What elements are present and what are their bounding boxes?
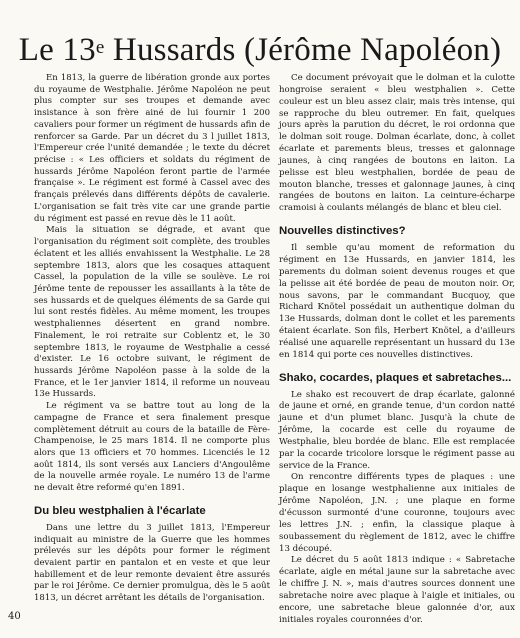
page-title: Le 13e Hussards (Jérôme Napoléon) — [18, 32, 502, 68]
paragraph: Le régiment va se battre tout au long de la campagne de France et sera finalement presque complètement détruit au cours de la bataille de Fère-Champenoise, le 25 mars 1814. Il ne comporte plus alors que 13 officiers et 70 hommes. Licenciés le 12 août 1814, ils sont versés aux Lanciers d'Angoulême de la nouvelle armée royale. Le numéro 13 de l'arme ne devait être reformé qu'en 1891. — [34, 401, 270, 494]
paragraph: Il semble qu'au moment de reformation du régiment en 13e Hussards, en janvier 1814, les parements du dolman soient devenus rouges et que la pelisse ait été bordée de peau de mouton noir. Or, nous savons, par le commandant Bucquoy, que Richard Knötel possédait un authentique dolman du 13e Hussards, dolman dont le collet et les parements étaient écarlate. Son fils, Herbert Knötel, a d'ailleurs réalisé une aquarelle représentant un hussard du 13e en 1814 qui porte ces nouvelles distinctives. — [279, 243, 515, 360]
paragraph: En 1813, la guerre de libération gronde aux portes du royaume de Westphalie. Jérôme Napoléon ne peut plus compter sur ses troupes et demande avec insistance à son frère ainé de lui fournir 1 200 cavaliers pour former un régiment de hussards afin de renforcer sa Garde. Par un décret du 3 l juillet 1813, l'Empereur crée l'unité demandée ; le texte du décret précise : « Les officiers et soldats du régiment de hussards Jérôme Napoléon feront partie de l'armée française ». Le régiment est formé à Cassel avec des français prélevés dans différents dépôts de cavalerie. L'organisation se fait très vite car une grande partie du régiment est passé en revue dès le 11 août. — [34, 73, 270, 224]
right-column — [279, 73, 515, 626]
paragraph: Ce document prévoyait que le dolman et la culotte hongroise seraient « bleu westphalien ». Cette couleur est un bleu assez clair, mais très intense, qui se rapproche du bleu outremer. En fait, quelques jours après la parution du décret, le roi ordonna que le dolman soit rouge. Dolman écarlate, donc, à collet écarlate et parements bleus, tresses et galonnage jaunes, à cinq rangées de boutons en laiton. La pelisse est bleu westphalien, bordée de peau de mouton blanche, tresses et galonnage jaunes, à cinq rangées de boutons en laiton. La ceinture-écharpe cramoisi à coulants mélangés de blanc et bleu ciel. — [279, 73, 515, 214]
paragraph: Mais la situation se dégrade, et avant que l'organisation du régiment soit complète, des troubles éclatent et les alliés envahissent la Westphalie. Le 28 septembre 1813, alors que les cosaques attaquent Cassel, la population de la ville se soulève. Le roi Jérôme tente de repousser les assaillants à la tête de ses hussards et de quelques éléments de sa Garde qui lui sont restés fidèles. Au même moment, les troupes westphaliennes désertent en grand nombre. Finalement, le roi retraite sur Coblentz et, le 30 septembre 1813, le royaume de Westphalie a cessé d'exister. Le 16 octobre suivant, le régiment de hussards Jérôme Napoléon passe à la solde de la France, et le 1er janvier 1814, il reforme un nouveau 13e Hussards. — [34, 225, 270, 400]
section-heading-nouvelles: Nouvelles distinctives? — [279, 225, 406, 238]
paragraph: Dans une lettre du 3 juillet 1813, l'Empereur indiquait au ministre de la Guerre que les hommes prélevés sur les dépôts pour former le régiment devaient partir en pantalon et en veste et que leur habillement et de leur remonte devaient être assurés par le roi Jérôme. Ce dernier promulgua, dès le 5 août 1813, un décret arrêtant les détails de l'organisation. — [34, 522, 270, 604]
left-column — [34, 73, 270, 605]
paragraph: On rencontre différents types de plaques : une plaque en losange westphalienne aux initiales de Jérôme Napoléon, J.N. ; une plaque en forme d'écusson surmonté d'une couronne, toujours avec les lettres J.N. ; enfin, la classique plaque à soubassement du règlement de 1812, avec le chiffre 13 découpé. — [279, 472, 515, 554]
section-heading-bleu: Du bleu westphalien à l'écarlate — [34, 504, 206, 517]
section-heading-shako: Shako, cocardes, plaques et sabretaches... — [279, 371, 512, 384]
page-number: 40 — [8, 611, 21, 622]
paragraph: Le décret du 5 août 1813 indique : « Sabretache écarlate, aigle en métal jaune sur la sabretache avec le chiffre J. N. », mais d'autres sources donnent une sabretache noire avec plaque à l'aigle et initiales, ou encore, une sabretache bleue galonnée d'or, aux initiales royales couronnées d'or. — [279, 555, 515, 625]
paragraph: Le shako est recouvert de drap écarlate, galonné de jaune et orné, en grande tenue, d'un cordon natté jaune et d'un plumet blanc. Jusqu'à la chute de Jérôme, la cocarde est celle du royaume de Westphalie, bleu bordée de blanc. Elle est remplacée par la cocarde tricolore lorsque le régiment passe au service de la France. — [279, 389, 515, 471]
